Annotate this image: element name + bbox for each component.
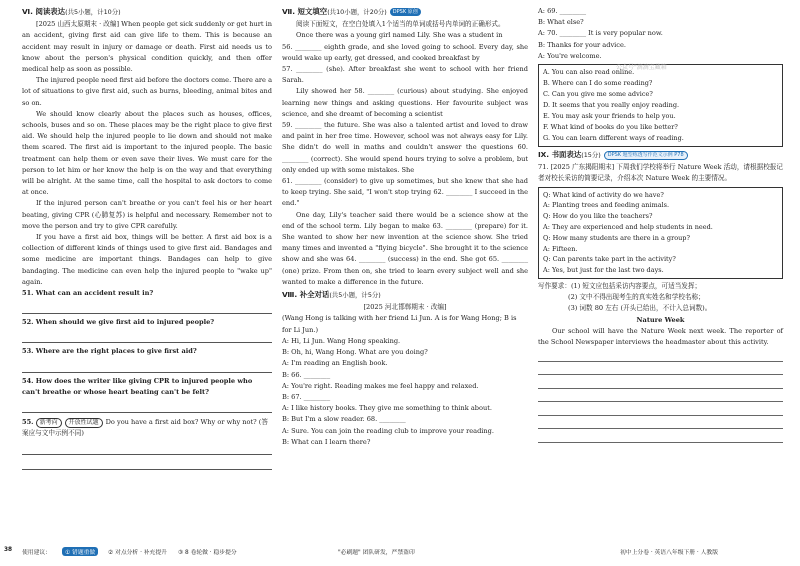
fill-instructions: 阅读下面短文，在空白处填入1个适当的单词或括号内单词的正确形式。 [296, 20, 505, 29]
question-53: 53. Where are the right places to give first aid? [22, 347, 197, 356]
question-52: 52. When should we give first aid to injured people? [22, 318, 215, 327]
section-seven-title: Ⅶ. 短文填空(共10小题，计20分) DPSK 原创 [282, 6, 528, 18]
interview-line: A: Planting trees and feeding animals. [543, 201, 670, 210]
question-54: 54. How does the writer like giving CPR to injured people who can't breathe or whose heart beating can't be felt? [22, 376, 253, 396]
writing-line[interactable] [538, 375, 783, 389]
writing-requirement: (2) 文中不得出现考生的真实姓名和学校名称； [568, 293, 705, 302]
answer-line-52[interactable] [22, 328, 272, 343]
story-line-7: One day, Lily's teacher said there would be a science show at the end of the school term. Lily began to make 63. ________ (prepare) for it. She wanted to show her new invention at the science show. She tried many times and invented a "flying bicycle". She brought it to the science show and she was 64. ________ (success) in the end. She got 65. ________ (one) prize. From then on, she tried to learn every subject well and she wanted to make a difference in the future. [282, 210, 528, 286]
dialog-line: A: I'm reading an English book. [282, 359, 388, 368]
open-question-tag: 开放性试题 [65, 418, 103, 428]
story-line-6: 61. ________ (consider) to give up sometimes, but she knew that she had to keep trying. She said, "I won't stop trying 62. ________ I succeed in the end." [282, 177, 528, 208]
dialog-line: A: You're welcome. [538, 51, 602, 60]
answer-line-55[interactable] [22, 440, 272, 455]
writing-requirement: (3) 词数 80 左右 (开头已给出，不计入总词数)。 [568, 304, 712, 313]
dialog-source: [2025 河北邯郸期末 · 改编] [363, 303, 447, 312]
usage-label: 使用建议： [22, 550, 51, 556]
answer-line-54[interactable] [22, 398, 272, 413]
usage-step-1: ① 错题重做 [62, 547, 98, 556]
dialog-intro: (Wang Hong is talking with her friend Li Jun. A is for Wang Hong; B is for Li Jun.) [282, 314, 517, 334]
dialog-line: B: Oh, hi, Wang Hong. What are you doing? [282, 348, 428, 357]
question-51: 51. What can an accident result in? [22, 289, 154, 298]
footer-book-title: 初中上分卷 · 英语八年级下册 · 人教版 [620, 550, 719, 556]
new-direction-tag: 新考向 [36, 418, 62, 428]
middle-column [282, 6, 528, 448]
passage-paragraph-5: If you have a first aid box, things will be better. A first aid box is a collection of different kinds of things used to give first aid. Bandages and some medicine are important things. Bandages can help to give bandaging. The medicine can even help the injured people to "wake up" again. [22, 233, 272, 286]
story-line-3: 57. ________ (she). After breakfast she went to school with her friend Sarah. [282, 65, 528, 85]
dialog-line: A: I like history books. They give me something to think about. [282, 404, 492, 413]
passage-paragraph-1: [2025 山西太原期末 · 改编] When people get sick suddenly or get hurt in an accident, giving first aid can give life to them. This is because an accident may result in injury or damage or death. First aid needs us to know about the person's physical condition quickly, and then offer medical help as soon as possible. [22, 20, 272, 74]
option: B. Where can I do some reading? [543, 79, 653, 88]
dialog-line: A: You're right. Reading makes me feel happy and relaxed. [282, 381, 479, 390]
interview-line: Q: Can parents take part in the activity? [543, 255, 676, 264]
dialog-line: B: What else? [538, 18, 584, 27]
dialog-line: B: What can I learn there? [282, 437, 371, 446]
dialog-line: B: Thanks for your advice. [538, 40, 626, 49]
writing-line[interactable] [538, 416, 783, 430]
interview-line: A: They are experienced and help students in need. [543, 223, 713, 232]
interview-line: A: Yes, but just for the last two days. [543, 266, 664, 275]
interview-line: Q: What kind of activity do we have? [543, 190, 664, 199]
writing-task: 71. [2025 广东揭阳期末] 下周我们学校将举行 Nature Week 活动，请根据校报记者对校长采访的简要记录，介绍本次 Nature Week 的主要情况。 [538, 163, 783, 183]
writing-line[interactable] [538, 402, 783, 416]
answer-line-53[interactable] [22, 358, 272, 373]
footer-center-text: "必刷题" 团队研发，严禁盗印 [338, 550, 415, 556]
section-six-title: Ⅵ. 阅读表达(共5小题，计10分) [22, 7, 121, 16]
page-footer [0, 538, 800, 564]
page-number: 38 [4, 547, 13, 553]
dialog-line: A: 70. ________ It is very popular now. [538, 29, 663, 38]
original-badge: DPSK 原创 [390, 8, 421, 16]
interview-line: Q: How do you like the teachers? [543, 212, 653, 221]
interview-line: Q: How many students are there in a group? [543, 233, 690, 242]
watermark-text: 公众号"滴滴宝藏箱 [616, 64, 667, 71]
usage-step-2: ② 对点分析 · 补充提升 [108, 550, 167, 556]
answer-line-55b[interactable] [22, 455, 272, 470]
passage-paragraph-2: The injured people need first aid before the doctors come. There are a lot of situations to give first aid, such as burns, bleeding, animal bites and so on. [22, 76, 272, 107]
dialog-line: B: 67. ________ [282, 392, 331, 401]
right-column [538, 6, 783, 443]
writing-line[interactable] [538, 429, 783, 443]
writing-line[interactable] [538, 389, 783, 403]
writing-line[interactable] [538, 362, 783, 376]
option: E. You may ask your friends to help you. [543, 112, 676, 121]
dialog-line: A: Sure. You can join the reading club to improve your reading. [282, 426, 494, 435]
question-55: 55. 新考向 开放性试题 Do you have a first aid box? Why or why not? (答案应与文中示例不同) [22, 418, 268, 438]
story-line-5: 59. ________ the future. She was also a talented artist and loved to draw and paint in her free time. However, school was not always easy for Lily. She didn't do well in maths and couldn't answer the questions 60. ________ (correct). She would spend hours trying to solve a problem, but only ended up with some mistakes. She [282, 121, 528, 174]
reference-badge: DPSK 题型练透写作范文示例 P78 [604, 151, 688, 160]
writing-requirements: 写作要求：(1) 短文应包括采访内容要点，可适当发挥； [538, 282, 702, 290]
option: C. Can you give me some advice? [543, 90, 653, 99]
dialog-line: B: 66. ________ [282, 370, 331, 379]
option: A. You can also read online. [543, 68, 635, 77]
essay-title: Nature Week [636, 315, 685, 324]
usage-step-3: ③ 8 卷轮做 · 稳步提分 [178, 550, 237, 556]
dialog-line: A: 69. ________ [538, 7, 587, 15]
writing-line[interactable] [538, 348, 783, 362]
interview-line: A: Fifteen. [543, 244, 578, 253]
dialog-line: A: Hi, Li Jun. Wang Hong speaking. [282, 336, 401, 345]
option: D. It seems that you really enjoy reading. [543, 101, 680, 110]
dialog-options-box [538, 64, 783, 147]
interview-box [538, 187, 783, 279]
story-line-4: Lily showed her 58. ________ (curious) about studying. She enjoyed learning new things and asking questions. Her favourite subject was science, and she dreamt of becoming a scientist [282, 87, 528, 118]
left-column [22, 6, 272, 470]
passage-paragraph-3: We should know clearly about the places such as houses, offices, schools, buses and so on. These places may be the right place to give first aid. We should help the injured people to lie down and should not make them scared. The first aid is important to the injured people. The basic treatment can help them or even save their lives. We must care for the person to let him or her know the help is on the way and that everything will be alright. At the same time, call the hospital to ask doctors to come at once. [22, 109, 272, 197]
essay-start: Our school will have the Nature Week next week. The reporter of the School Newspaper interviews the headmaster about this activity. [538, 326, 783, 347]
option: G. You can learn different ways of reading. [543, 134, 684, 143]
passage-paragraph-4: If the injured person can't breathe or you can't feel his or her heart beating, giving CPR (心肺复苏) is helpful and necessary. Remember not to move the person and try to give CPR carefully. [22, 199, 272, 230]
dialog-line: B: But I'm a slow reader. 68. ________ [282, 415, 406, 424]
story-line-1: Once there was a young girl named Lily. She was a student in [296, 31, 503, 40]
option: F. What kind of books do you like better? [543, 123, 678, 132]
story-line-2: 56. ________ eighth grade, and she loved going to school. Every day, she would wake up early, get dressed, and cooked breakfast by [282, 42, 528, 62]
section-nine-title: Ⅸ. 书面表达(15分) DPSK 题型练透写作范文示例 P78 [538, 149, 783, 161]
answer-line-51[interactable] [22, 299, 272, 314]
section-eight-title: Ⅷ. 补全对话(共5小题，计5分) [282, 290, 381, 300]
